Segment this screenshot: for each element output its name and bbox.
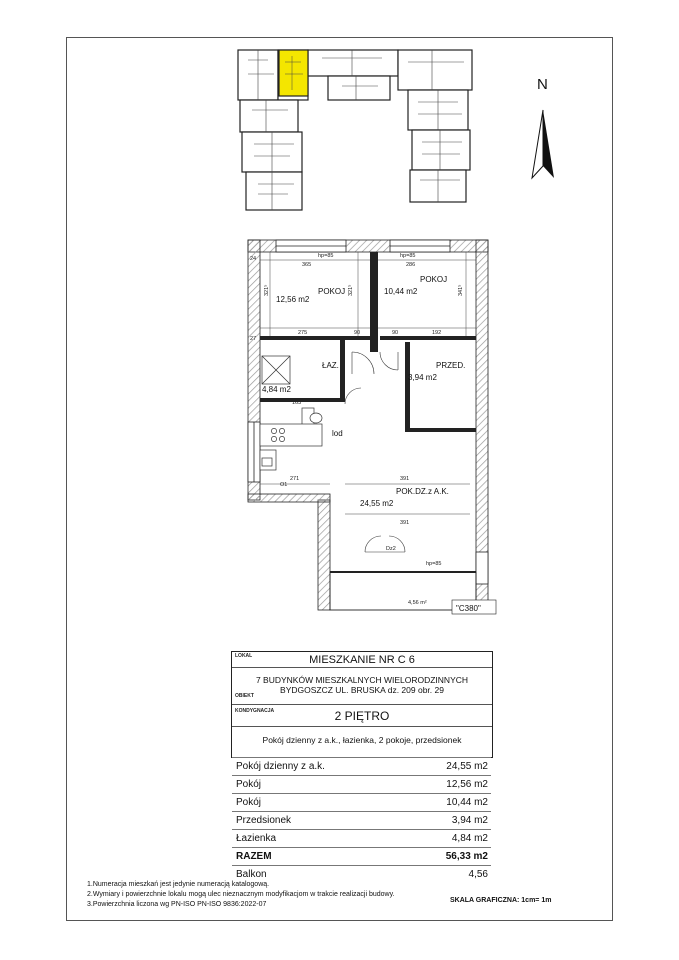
svg-text:27: 27 <box>250 336 257 342</box>
svg-text:24: 24 <box>250 256 257 262</box>
svg-text:4,84 m2: 4,84 m2 <box>262 385 291 394</box>
svg-text:365: 365 <box>302 262 312 268</box>
svg-text:391: 391 <box>400 520 410 526</box>
lokal-label: LOKAL <box>235 653 253 659</box>
area-value: 10,44 m2 <box>446 797 488 808</box>
footnote: 1.Numeracja mieszkań jest jedynie numeracją katalogową. <box>87 881 270 888</box>
svg-text:192: 192 <box>432 330 442 336</box>
svg-text:341⁵: 341⁵ <box>458 284 464 296</box>
area-label: RAZEM <box>236 851 272 862</box>
floor-label: 2 PIĘTRO <box>334 709 390 723</box>
areas-table <box>232 757 491 883</box>
svg-text:10,44 m2: 10,44 m2 <box>384 287 418 296</box>
svg-text:O1: O1 <box>280 482 288 488</box>
area-row <box>232 829 491 847</box>
area-total-row <box>232 847 491 865</box>
area-value: 24,55 m2 <box>446 761 488 772</box>
svg-text:24,55 m2: 24,55 m2 <box>360 499 394 508</box>
area-label: Łazienka <box>236 833 277 844</box>
svg-text:hp=85: hp=85 <box>426 561 442 567</box>
svg-text:ŁAZ.: ŁAZ. <box>322 361 339 370</box>
svg-text:"C380": "C380" <box>456 604 481 613</box>
area-value: 3,94 m2 <box>451 815 488 826</box>
area-row <box>232 793 491 811</box>
north-arrow-icon <box>528 108 558 180</box>
svg-text:POK.DZ.z A.K.: POK.DZ.z A.K. <box>396 487 449 496</box>
svg-text:90: 90 <box>354 330 361 336</box>
svg-text:321⁵: 321⁵ <box>348 284 354 296</box>
area-label: Balkon <box>236 869 267 880</box>
area-row <box>232 811 491 829</box>
svg-text:hp=85: hp=85 <box>318 253 334 259</box>
area-label: Przedsionek <box>236 815 292 826</box>
apartment-title: MIESZKANIE NR C 6 <box>309 654 415 666</box>
graphic-scale: SKALA GRAFICZNA: 1cm= 1m <box>450 897 552 904</box>
area-label: Pokój <box>236 797 262 808</box>
svg-text:391: 391 <box>400 476 410 482</box>
apartment-description: Pokój dzienny z a.k., łazienka, 2 pokoje, przedsionek <box>262 735 462 745</box>
svg-text:12,56 m2: 12,56 m2 <box>276 295 310 304</box>
svg-text:3,94 m2: 3,94 m2 <box>408 373 437 382</box>
kondygnacja-label: KONDYGNACJA <box>235 708 275 714</box>
svg-text:PRZED.: PRZED. <box>436 361 466 370</box>
floor-plan <box>240 232 500 622</box>
area-label: Pokój dzienny z a.k. <box>236 761 325 772</box>
svg-text:POKOJ: POKOJ <box>420 275 448 284</box>
svg-text:90: 90 <box>392 330 399 336</box>
svg-text:hp=85: hp=85 <box>400 253 416 259</box>
area-value: 56,33 m2 <box>445 851 488 862</box>
footnote: 3.Powierzchnia liczona wg PN-ISO PN-ISO 9836:2022-07 <box>87 901 267 908</box>
site-key-plan <box>232 44 502 216</box>
svg-text:POKOJ: POKOJ <box>318 287 346 296</box>
highlighted-unit <box>279 50 308 96</box>
svg-text:275: 275 <box>298 330 308 336</box>
area-value: 4,56 <box>468 869 488 880</box>
area-value: 4,84 m2 <box>451 833 488 844</box>
svg-text:lod: lod <box>332 429 343 438</box>
north-label: N <box>537 76 548 93</box>
svg-text:4,56 m²: 4,56 m² <box>408 600 427 606</box>
footnotes <box>87 880 395 910</box>
area-value: 12,56 m2 <box>446 779 488 790</box>
svg-text:163: 163 <box>292 400 302 406</box>
svg-text:321⁵: 321⁵ <box>264 284 270 296</box>
footnote: 2.Wymiary i powierzchnie lokalu mogą ulec nieznacznym modyfikacjom w trakcie realizacji budowy. <box>87 891 395 898</box>
svg-text:Dz2: Dz2 <box>386 546 396 552</box>
building-line-1: 7 BUDYNKÓW MIESZKALNYCH WIELORODZINNYCH <box>255 675 469 685</box>
area-row <box>232 775 491 793</box>
svg-text:286: 286 <box>406 262 416 268</box>
info-block <box>231 651 493 758</box>
area-row <box>232 757 491 775</box>
obiekt-label: OBIEKT <box>235 693 254 699</box>
svg-text:271: 271 <box>290 476 300 482</box>
area-label: Pokój <box>236 779 262 790</box>
building-line-2: BYDGOSZCZ UL. BRUSKA dz. 209 obr. 29 <box>280 685 444 695</box>
